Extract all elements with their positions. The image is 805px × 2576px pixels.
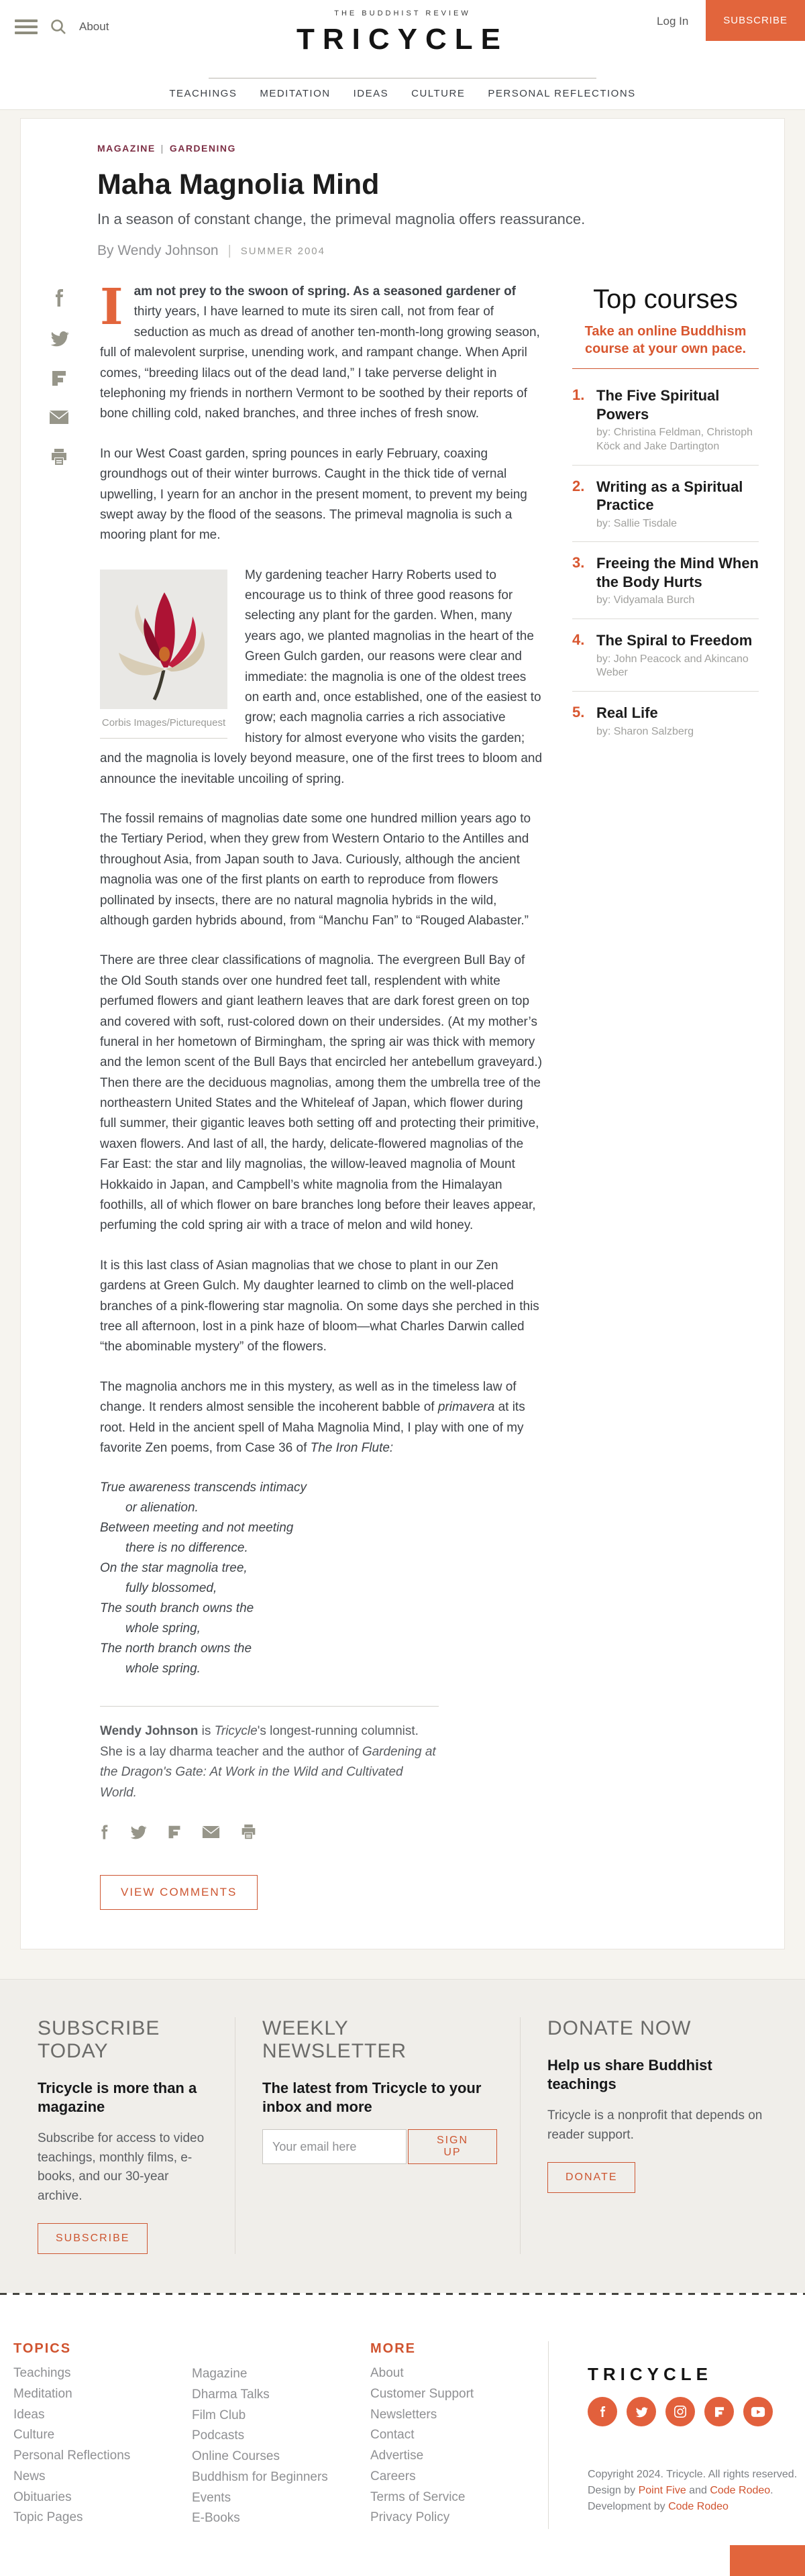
- footer-link-terms[interactable]: Terms of Service: [370, 2489, 466, 2504]
- subscribe-cta-body: Subscribe for access to video teachings, monthly films, e-books, and our 30-year archive.: [38, 2131, 205, 2203]
- twitter-share-icon[interactable]: [129, 1825, 147, 1839]
- footer-link-magazine[interactable]: Magazine: [192, 2367, 248, 2381]
- nav-teachings[interactable]: TEACHINGS: [169, 88, 237, 99]
- footer-link-topic-pages[interactable]: Topic Pages: [13, 2510, 83, 2525]
- site-header: [0, 0, 805, 110]
- footer-link-customer-support[interactable]: Customer Support: [370, 2386, 474, 2401]
- footer-link-events[interactable]: Events: [192, 2490, 231, 2505]
- issue-label[interactable]: SUMMER 2004: [240, 245, 325, 257]
- article-body: [100, 278, 543, 1910]
- zen-poem: True awareness transcends intimacy or alienation. Between meeting and not meeting there is no difference. On the star magnolia tree, fully blossomed, The south branch owns the whole spring, The north branch owns the whole spring.: [100, 1481, 307, 1676]
- email-share-icon[interactable]: [202, 1825, 220, 1839]
- footer-link-teachings[interactable]: Teachings: [13, 2366, 71, 2381]
- footer-link-culture[interactable]: Culture: [13, 2428, 55, 2443]
- footer-link-news[interactable]: News: [13, 2469, 46, 2483]
- footer-subscribe-button[interactable]: SUBSCRIBE: [38, 2223, 148, 2254]
- course-author: by: Vidyamala Burch: [596, 594, 695, 606]
- top-courses-widget: [560, 282, 764, 1910]
- course-item[interactable]: 3. Freeing the Mind When the Body Hurts by: Vidyamala Burch: [572, 542, 759, 619]
- footer-more-column: [370, 2341, 548, 2529]
- paragraph-1: Iam not prey to the swoon of spring. As a seasoned gardener of thirty years, I have learned to mute its siren call, not from fear of seduction as much as dread of another ten-month-long growing season, full of malevolent surprise, unending work, and rampant change. When April comes, “breeding lilacs out of the dead land,” I take perverse delight in telephoning my friends in northern Vermont to be soothed by their reports of bone chilling cold, naked branches, and three inches of fresh snow.: [100, 278, 540, 421]
- site-tagline: THE BUDDHIST REVIEW: [334, 9, 471, 17]
- footer-link-advertise[interactable]: Advertise: [370, 2449, 424, 2463]
- footer-link-ideas[interactable]: Ideas: [13, 2407, 45, 2422]
- nav-personal-reflections[interactable]: PERSONAL REFLECTIONS: [488, 88, 636, 99]
- share-row: [100, 1823, 543, 1840]
- topics-heading[interactable]: TOPICS: [13, 2341, 72, 2357]
- more-heading[interactable]: MORE: [370, 2341, 416, 2357]
- breadcrumb-magazine[interactable]: MAGAZINE: [97, 143, 156, 154]
- footer-link-contact[interactable]: Contact: [370, 2428, 415, 2443]
- footer-link-buddhism-for-beginners[interactable]: Buddhism for Beginners: [192, 2469, 328, 2484]
- nav-culture[interactable]: CULTURE: [411, 88, 466, 99]
- author-bio: Wendy Johnson is Tricycle's longest-running columnist. She is a lay dharma teacher and the author of Gardening at the Dragon's Gate: At Work in the Wild and Cultivated World.: [100, 1724, 436, 1800]
- paragraph-4: The fossil remains of magnolias date some one hundred million years ago to the Tertiary Period, when they grew from Western Ontario to the Antilles and throughout Asia, from Japan south to Java. Curiously, although the ancient magnolia was one of the first plants on earth to reproduce from flowers pollinated by insects, there are no natural magnolia hybrids in the wild, although garden hybrids abound, from “Manchu Fan” to “Rouged Alabaster.”: [100, 811, 531, 928]
- site-footer: [0, 2293, 805, 2576]
- nav-ideas[interactable]: IDEAS: [353, 88, 389, 99]
- image-caption: Corbis Images/Picturequest: [101, 716, 226, 729]
- course-item[interactable]: 2. Writing as a Spiritual Practice by: Sallie Tisdale: [572, 466, 759, 543]
- paragraph-2: In our West Coast garden, spring pounces in early February, coaxing groundhogs out of their winter burrows. Caught in the thick tide of vernal upwelling, I yearn for an anchor in the present moment, to prevent my being swept away by the flood of the seasons. The primeval magnolia is such a mooring plant for me.: [100, 446, 527, 543]
- page-title: Maha Magnolia Mind: [97, 168, 380, 201]
- footer-topics-column: [13, 2341, 192, 2529]
- article-subtitle: In a season of constant change, the primeval magnolia offers reassurance.: [97, 211, 586, 227]
- paragraph-5: There are three clear classifications of magnolia. The evergreen Bull Bay of the Old South stands over one hundred feet tall, resplendent with white perfumed flowers and giant leathern leaves that are dark forest green on top and covered with soft, rust-colored down on their undersides. (At my mother’s funeral in her hometown of Birmingham, the spring air was thick with memory and the lemon scent of the Bull Bays that encircled her antebellum graveyard.) Then there are the deciduous magnolias, among them the umbrella tree of the northeastern United States and the Whiteleaf of Japan, which flower during full summer, their gigantic leaves both setting off and protecting their primitive, waxen flowers. And last of all, the hardy, delicate-flowered magnolias of the Far East: the star and lily magnolias, the willow-leaved magnolia of Mount Hokkaido in Japan, and Campbell’s white magnolia from the Himalayan foothills, all of which flower on bare branches long before their leaves appear, perfuming the cold spring air with a trace of melon and wild honey.: [100, 953, 543, 1233]
- social-row: [588, 2397, 805, 2426]
- flipboard-icon[interactable]: [704, 2397, 734, 2426]
- credits-line: Design by Point Five and Code Rodeo. Development by Code Rodeo: [588, 2485, 773, 2513]
- copyright-line: Copyright 2024. Tricycle. All rights reserved.: [588, 2469, 798, 2481]
- magnolia-photo: [100, 570, 227, 709]
- course-author: by: Christina Feldman, Christoph Köck and Jake Dartington: [596, 427, 753, 452]
- twitter-icon[interactable]: [627, 2397, 656, 2426]
- site-logo[interactable]: TRICYCLE: [297, 23, 508, 56]
- donate-cta-body: Tricycle is a nonprofit that depends on reader support.: [547, 2108, 763, 2142]
- breadcrumb-gardening[interactable]: GARDENING: [169, 143, 236, 154]
- footer-cta-band: [0, 1979, 805, 2293]
- course-title[interactable]: The Spiral to Freedom: [596, 632, 753, 649]
- course-title[interactable]: Real Life: [596, 704, 658, 722]
- floating-widget-button[interactable]: [730, 2545, 805, 2576]
- facebook-share-icon[interactable]: [54, 288, 64, 307]
- breadcrumb: MAGAZINE | GARDENING: [97, 143, 236, 154]
- subscribe-button[interactable]: SUBSCRIBE: [706, 0, 805, 41]
- donate-cta: [520, 2017, 805, 2254]
- course-title[interactable]: Writing as a Spiritual Practice: [596, 478, 743, 514]
- donate-button[interactable]: DONATE: [547, 2162, 635, 2193]
- newsletter-signup-button[interactable]: SIGN UP: [408, 2129, 497, 2164]
- footer-link-obituaries[interactable]: Obituaries: [13, 2489, 72, 2504]
- paragraph-3-block: [100, 566, 543, 790]
- share-rail: [36, 282, 83, 1910]
- subscribe-cta-subhead: Tricycle is more than a magazine: [38, 2080, 197, 2115]
- paragraph-6: It is this last class of Asian magnolias that we chose to plant in our Zen gardens at Green Gulch. My daughter learned to climb on the well-placed branches of a pink-flowering star magnolia. On some days she perched in this tree all afternoon, lost in a pink haze of bloom—what Charles Darwin called “the abominable mystery” of the flowers.: [100, 1258, 539, 1354]
- byline[interactable]: By Wendy Johnson: [97, 243, 219, 258]
- footer-link-personal-reflections[interactable]: Personal Reflections: [13, 2449, 131, 2463]
- donate-cta-subhead: Help us share Buddhist teachings: [547, 2057, 712, 2092]
- print-share-icon[interactable]: [50, 447, 68, 466]
- course-item[interactable]: 4. The Spiral to Freedom by: John Peacock and Akincano Weber: [572, 619, 759, 692]
- twitter-share-icon[interactable]: [49, 330, 69, 347]
- footer-link-ebooks[interactable]: E-Books: [192, 2511, 240, 2526]
- view-comments-button[interactable]: VIEW COMMENTS: [100, 1875, 258, 1910]
- paragraph-7: The magnolia anchors me in this mystery, as well as in the timeless law of change. It renders almost sensible the incoherent babble of primavera at its root. Held in the ancient spell of Maha Magnolia Mind, I play with one of my favorite Zen poems, from Case 36 of The Iron Flute:: [100, 1379, 525, 1455]
- main-nav: [0, 78, 805, 107]
- footer-link-about[interactable]: About: [370, 2366, 404, 2381]
- course-item[interactable]: 5. Real Life by: Sharon Salzberg: [572, 692, 759, 749]
- footer-magazine-column: [192, 2341, 370, 2529]
- course-item[interactable]: 1. The Five Spiritual Powers by: Christina Feldman, Christoph Köck and Jake Dartington: [572, 374, 759, 466]
- flipboard-share-icon[interactable]: [50, 370, 68, 387]
- newsletter-email-input[interactable]: [262, 2129, 407, 2164]
- email-share-icon[interactable]: [49, 410, 69, 425]
- top-courses-subtitle: Take an online Buddhism course at your own pace.: [584, 324, 747, 356]
- facebook-icon[interactable]: [588, 2397, 617, 2426]
- donate-cta-heading: DONATE NOW: [547, 2017, 692, 2040]
- subscribe-cta-heading: SUBSCRIBE TODAY: [38, 2017, 160, 2063]
- article-figure: [100, 570, 227, 739]
- footer-link-online-courses[interactable]: Online Courses: [192, 2449, 280, 2464]
- course-author: by: John Peacock and Akincano Weber: [596, 653, 749, 679]
- course-title[interactable]: The Five Spiritual Powers: [596, 387, 720, 423]
- article-card: MAGAZINE | GARDENING Maha Magnolia Mind In a season of constant change, the primeval magnolia offers reassurance. By Wendy Johnson | SUMMER 2004 Iam not prey to the swoon of spring. As a seasoned gardener of thirty years, I have learned to mute its siren call, not from fear of seduction as much as dread of another ten-month-long growing season, full of malevolent surprise, unending work, and rampant change. When April comes, “breeding lilacs out of the dead land,” I take perverse delight in telephoning my friends in northern Vermont to be soothed by their reports of bone chilling cold, naked branches, and three inches of fresh snow. In our West Coast garden, spring pounces in early February, coaxing groundhogs out of their winter burrows. Caught in the thick tide of vernal upwelling, I yearn for an anchor in the present moment, to prevent my being swept away by the flood of the seasons. The primeval magnolia is such a mooring plant for me. Corbis Images/Picturequest My gardening teacher Harry Roberts used to encourage us to think of three good reasons for selecting any plant for the garden. When, many years ago, we planted magnolias in the heart of the Green Gulch garden, our reasons were clear and immediate: the magnolia is one of the oldest trees on earth and, once established, one of the easiest to grow; each magnolia carries a rich associative history for almost everyone who visits the garden; and the magnolia is lovely beyond measure, one of the first trees to bloom and announce the inevitable uncoiling of spring. The fossil remains of magnolias date some one hundred million years ago to the Tertiary Period, when they grew from Western Ontario to the Antilles and throughout Asia, from Japan south to Java. Curiously, although the ancient magnolia was one of the first plants on earth to reproduce from flowers pollinated by insects, there are no natural magnolia hybrids in the wild, although garden hybrids abound, from “Manchu Fan” to “Rouged Alabaster.” There are three clear classifications of magnolia. The evergreen Bull Bay of the Old South stands over one hundred feet tall, resplendent with white perfumed flowers and giant leathern leaves that are dark forest green on top and covered with soft, rust-colored down on their undersides. (At my mother’s funeral in her hometown of Birmingham, the spring air was thick with memory and the lemon scent of the Bull Bays that encircled her antebellum graveyard.) Then there are the deciduous magnolias, among them the umbrella tree of the northeastern United States and the Whiteleaf of Japan, which flower during full summer, their gigantic leaves both setting off and protecting their primitive, waxen flowers. And last of all, the hardy, delicate-flowered magnolias of the Far East: the star and lily magnolias, the willow-leaved magnolia of Mount Hokkaido in Japan, and Campbell’s white magnolia from the Himalayan foothills, all of which flower on bare branches long before their leaves appear, perfuming the cold spring air with a trace of melon and wild honey. It is this last class of Asian magnolias that we chose to plant in our Zen gardens at Green Gulch. My daughter learned to climb on the well-placed branches of a pink-flowering star magnolia. On some days she perched in this tree all afternoon, lost in a pink haze of bloom—what Charles Darwin called “the abominable mystery” of the flowers. The magnolia anchors me in this mystery, as well as in the timeless law of change. It renders almost sensible the incoherent babble of primavera at its root. Held in the ancient spell of Maha Magnolia Mind, I play with one of my favorite Zen poems, from Case 36 of The Iron Flute: True awareness transcends intimacy or alienation. Between meeting and not meeting there is no difference. On the star magnolia tree, fully blossomed, The south branch owns the whole spring, The north branch owns the whole spring. Wendy Johnson is Tricycle's longest-running columnist. She is a lay dharma teacher and the author of Gardening at the Dragon's Gate: At Work in the Wild and Cultivated World. VIEW COMMENTS Top courses Take an online Buddhism course at your own pace. 1. The Five Spiritual Powers by: Christina Feldman, Christoph Köck and Jake Dartington 2. Writing as a Spiritual Practice by: Sallie Tisdale 3. Freeing the Mind When the Body Hurts by: Vidyamala Burch 4. The Spiral to Freedom by: John Peacock and Akincano Weber 5. Real Life by: Sharon Salzberg: [20, 118, 785, 1949]
- newsletter-cta-heading: WEEKLY NEWSLETTER: [262, 2017, 407, 2063]
- course-title[interactable]: Freeing the Mind When the Body Hurts: [596, 555, 759, 590]
- instagram-icon[interactable]: [665, 2397, 695, 2426]
- footer-link-newsletters[interactable]: Newsletters: [370, 2407, 437, 2422]
- footer-link-privacy[interactable]: Privacy Policy: [370, 2510, 450, 2525]
- print-share-icon[interactable]: [240, 1823, 257, 1840]
- footer-link-careers[interactable]: Careers: [370, 2469, 416, 2483]
- paragraph-3: My gardening teacher Harry Roberts used to encourage us to think of three good reasons for selecting any plant for the garden. When, many years ago, we planted magnolias in the heart of the Green Gulch garden, our reasons were clear and immediate: the magnolia is one of the oldest trees on earth and, once established, one of the easiest to grow; each magnolia carries a rich associative history for almost everyone who visits the garden; and the magnolia is lovely beyond measure, one of the first trees to bloom and announce the inevitable uncoiling of spring.: [100, 568, 543, 786]
- newsletter-cta: [235, 2017, 520, 2254]
- course-author: by: Sallie Tisdale: [596, 517, 678, 529]
- facebook-share-icon[interactable]: [100, 1824, 109, 1840]
- footer-logo[interactable]: TRICYCLE: [588, 2364, 712, 2385]
- subscribe-cta: [0, 2017, 235, 2254]
- footer-link-meditation[interactable]: Meditation: [13, 2386, 72, 2401]
- top-courses-title: Top courses: [593, 284, 738, 314]
- footer-link-podcasts[interactable]: Podcasts: [192, 2428, 245, 2443]
- footer-link-film-club[interactable]: Film Club: [192, 2408, 246, 2422]
- nav-meditation[interactable]: MEDITATION: [260, 88, 331, 99]
- dropcap: I: [100, 278, 123, 336]
- login-link[interactable]: Log In: [657, 15, 689, 28]
- footer-brand-column: [548, 2341, 805, 2529]
- newsletter-cta-subhead: The latest from Tricycle to your inbox and more: [262, 2080, 482, 2115]
- footer-link-dharma-talks[interactable]: Dharma Talks: [192, 2387, 270, 2402]
- flipboard-share-icon[interactable]: [167, 1825, 182, 1839]
- course-author: by: Sharon Salzberg: [596, 725, 694, 737]
- youtube-icon[interactable]: [743, 2397, 773, 2426]
- about-link[interactable]: About: [79, 20, 109, 33]
